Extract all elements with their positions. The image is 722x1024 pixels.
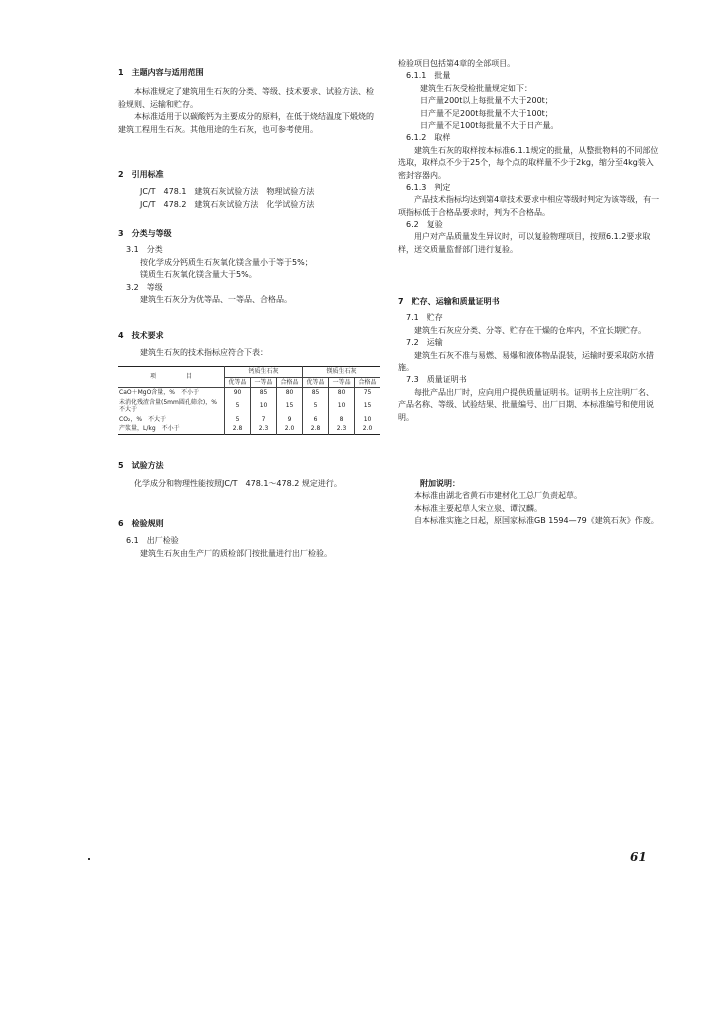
section-7	[398, 296, 660, 424]
section-3-1-text-1: 按化学成分钙质生石灰氧化镁含量小于等于5%；	[140, 257, 313, 267]
section-3-1-title: 3.1 分类	[126, 245, 163, 255]
section-7-1-text: 建筑生石灰应分类、分等、贮存在干燥的仓库内，不宜长期贮存。	[414, 325, 646, 335]
table-row	[118, 424, 380, 434]
table-cell: 6	[303, 415, 329, 425]
table-grade: 优等品	[303, 377, 329, 388]
table-row	[118, 398, 380, 415]
table-cell: 15	[355, 398, 380, 415]
notes-line-2: 本标准主要起草人宋立泉、谭汉麟。	[414, 503, 542, 513]
table-cell: 2.3	[329, 424, 355, 434]
table-row	[118, 415, 380, 425]
section-6-1-1-line-3: 日产量不足100t每批量不大于日产量。	[420, 120, 559, 130]
table-grade: 优等品	[225, 377, 251, 388]
table-cell: 2.8	[225, 424, 251, 434]
section-1-title: 1 主题内容与适用范围	[118, 68, 204, 77]
reference-2: JC/T 478.2 建筑石灰试验方法 化学试验方法	[140, 199, 315, 209]
table-cell: 2.0	[355, 424, 380, 434]
section-5	[118, 460, 380, 491]
section-7-2-text: 建筑生石灰不准与易燃、易爆和液体物品混装，运输时要采取防水措施。	[398, 350, 654, 372]
additional-notes	[398, 478, 660, 528]
table-cell: 5	[225, 398, 251, 415]
section-7-3-text: 每批产品出厂时，应向用户提供质量证明书。证明书上应注明厂名、产品名称、等级、试验结果、批量编号、出厂日期、本标准编号和使用说明。	[398, 387, 654, 422]
notes-line-3: 自本标准实施之日起，原国家标准GB 1594—79《建筑石灰》作废。	[414, 516, 659, 526]
table-header-calcium: 钙质生石灰	[225, 367, 303, 378]
section-5-text: 化学成分和物理性能按照JC/T 478.1～478.2 规定进行。	[134, 479, 342, 489]
table-cell: 10	[251, 398, 277, 415]
table-header-item: 项 目	[118, 367, 225, 388]
table-cell: 80	[329, 388, 355, 398]
table-row	[118, 388, 380, 398]
notes-line-1: 本标准由湖北省黄石市建材化工总厂负责起草。	[414, 491, 582, 501]
section-1-paragraph-1: 本标准规定了建筑用生石灰的分类、等级、技术要求、试验方法、检验规则、运输和贮存。	[118, 87, 374, 109]
section-6-continued	[398, 58, 660, 256]
technical-requirements-table	[118, 366, 380, 435]
table-row-name: CO₂，% 不大于	[119, 415, 167, 423]
table-cell: 9	[277, 415, 303, 425]
reference-1: JC/T 478.1 建筑石灰试验方法 物理试验方法	[140, 187, 315, 197]
table-row-name: 未消化残渣含量(5mm圆孔筛余)，% 不大于	[119, 398, 223, 413]
table-cell: 2.8	[303, 424, 329, 434]
section-7-1-title: 7.1 贮存	[406, 313, 443, 323]
section-4-title: 4 技术要求	[118, 331, 164, 340]
section-7-3-title: 7.3 质量证明书	[406, 375, 467, 385]
table-cell: 90	[225, 388, 251, 398]
table-header-magnesium: 镁质生石灰	[303, 367, 380, 378]
continuation-text: 检验项目包括第4章的全部项目。	[398, 59, 516, 68]
page-number: 61	[630, 850, 647, 864]
notes-title: 附加说明：	[420, 479, 460, 488]
section-2	[118, 169, 380, 211]
section-6-1-title: 6.1 出厂检验	[126, 536, 179, 546]
section-7-2-title: 7.2 运输	[406, 338, 443, 348]
section-3	[118, 228, 380, 306]
scan-speck	[88, 858, 90, 860]
section-7-title: 7 贮存、运输和质量证明书	[398, 297, 500, 306]
table-row-name: 产浆量，L/kg 不小于	[119, 425, 180, 432]
table-grade: 合格品	[355, 377, 380, 388]
section-6-1-2-text: 建筑生石灰的取样按本标准6.1.1规定的批量，从整批物料的不同部位选取，取样点不少于25个，每个点的取样量不少于2kg，缩分至4kg装入密封容器内。	[398, 145, 659, 180]
section-1	[118, 67, 380, 136]
table-cell: 75	[355, 388, 380, 398]
section-3-2-title: 3.2 等级	[126, 282, 163, 292]
table-grade: 合格品	[277, 377, 303, 388]
table-cell: 85	[251, 388, 277, 398]
section-4	[118, 330, 380, 360]
table-cell: 85	[303, 388, 329, 398]
table-cell: 2.3	[251, 424, 277, 434]
section-5-title: 5 试验方法	[118, 461, 164, 470]
table-cell: 80	[277, 388, 303, 398]
section-6-1-1-line-2: 日产量不足200t每批量不大于100t；	[420, 108, 553, 118]
table-cell: 7	[251, 415, 277, 425]
section-1-paragraph-2: 本标准适用于以碳酸钙为主要成分的原料，在低于烧结温度下煅烧的建筑工程用生石灰。其他用途的生石灰，也可参考使用。	[118, 112, 374, 134]
section-6-1-1-text: 建筑生石灰受检批量规定如下：	[420, 83, 532, 93]
section-6-1-3-title: 6.1.3 判定	[406, 182, 451, 192]
table-cell: 2.0	[277, 424, 303, 434]
section-6	[118, 518, 380, 560]
table-cell: 10	[355, 415, 380, 425]
section-6-1-2-title: 6.1.2 取样	[406, 133, 451, 143]
section-6-1-1-line-1: 日产量200t以上每批量不大于200t；	[420, 96, 553, 106]
section-3-2-text: 建筑生石灰分为优等品、一等品、合格品。	[140, 294, 292, 304]
table-cell: 5	[225, 415, 251, 425]
table-cell: 5	[303, 398, 329, 415]
section-2-title: 2 引用标准	[118, 170, 164, 179]
table-row-name: CaO＋MgO含量，% 不小于	[119, 389, 199, 396]
table-cell: 15	[277, 398, 303, 415]
section-6-1-1-title: 6.1.1 批量	[406, 71, 451, 81]
section-3-1-text-2: 镁质生石灰氧化镁含量大于5%。	[140, 270, 257, 280]
section-6-1-text: 建筑生石灰由生产厂的质检部门按批量进行出厂检验。	[140, 548, 332, 558]
section-6-title: 6 检验规则	[118, 519, 164, 528]
technical-table-wrapper	[118, 366, 380, 435]
section-6-2-title: 6.2 复验	[406, 220, 443, 230]
section-4-intro: 建筑生石灰的技术指标应符合下表：	[140, 348, 268, 358]
table-grade: 一等品	[329, 377, 355, 388]
section-6-1-3-text: 产品技术指标均达到第4章技术要求中相应等级时判定为该等级，有一项指标低于合格品要求时，判为不合格品。	[398, 195, 660, 217]
table-cell: 10	[329, 398, 355, 415]
section-6-2-text: 用户对产品质量发生异议时，可以复验物理项目，按照6.1.2要求取样，送交质量监督部门进行复验。	[398, 232, 651, 254]
table-grade: 一等品	[251, 377, 277, 388]
section-3-title: 3 分类与等级	[118, 229, 172, 238]
table-cell: 8	[329, 415, 355, 425]
